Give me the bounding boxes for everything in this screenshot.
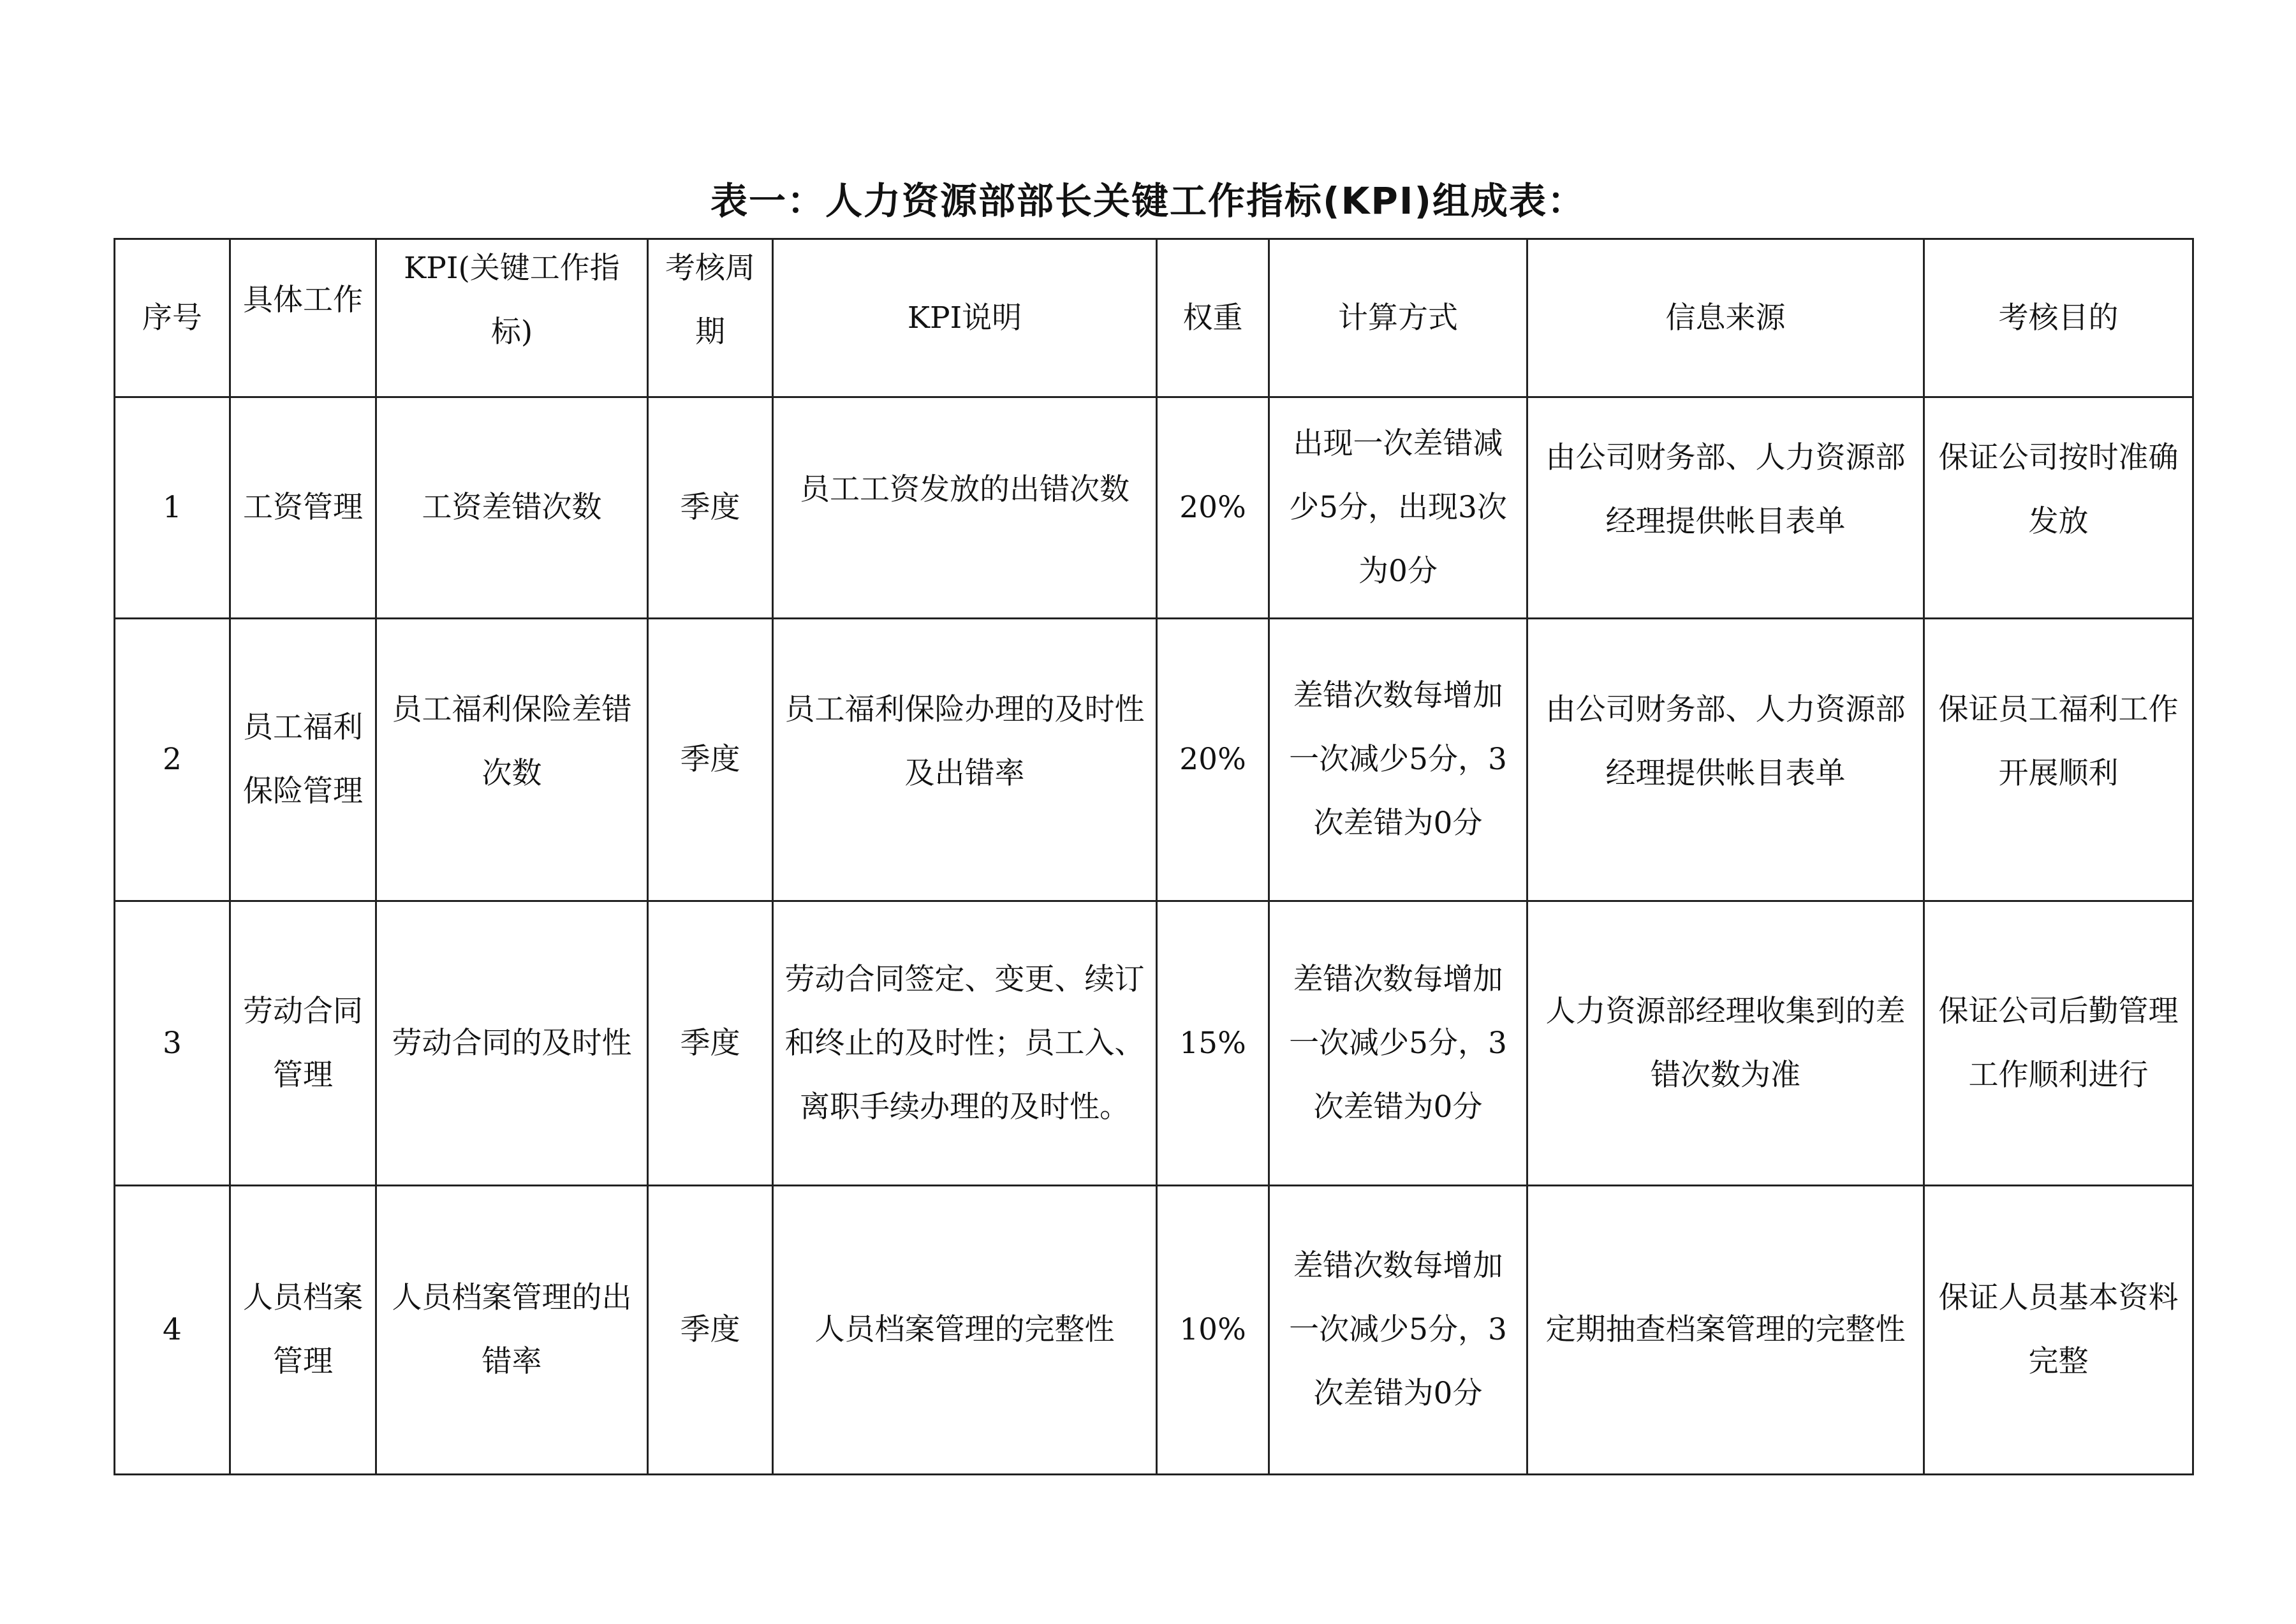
cell-desc: 人员档案管理的完整性 xyxy=(773,1186,1157,1475)
header-desc: KPI说明 xyxy=(773,239,1157,397)
cell-source: 由公司财务部、人力资源部经理提供帐目表单 xyxy=(1527,397,1924,619)
cell-weight: 20% xyxy=(1157,619,1269,901)
cell-no: 1 xyxy=(115,397,230,619)
cell-work: 工资管理 xyxy=(230,397,376,619)
header-period: 考核周期 xyxy=(648,239,773,397)
header-kpi: KPI(关键工作指标) xyxy=(376,239,648,397)
header-row xyxy=(115,239,2193,397)
cell-source: 定期抽查档案管理的完整性 xyxy=(1527,1186,1924,1475)
header-work: 具体工作 xyxy=(230,239,376,397)
cell-desc: 员工工资发放的出错次数 xyxy=(773,397,1157,619)
header-calc: 计算方式 xyxy=(1269,239,1527,397)
cell-no: 2 xyxy=(115,619,230,901)
cell-purpose: 保证员工福利工作开展顺利 xyxy=(1924,619,2193,901)
cell-period: 季度 xyxy=(648,619,773,901)
cell-calc: 出现一次差错减少5分，出现3次为0分 xyxy=(1269,397,1527,619)
cell-weight: 15% xyxy=(1157,901,1269,1186)
cell-calc: 差错次数每增加一次减少5分，3次差错为0分 xyxy=(1269,901,1527,1186)
cell-work: 劳动合同管理 xyxy=(230,901,376,1186)
cell-desc: 员工福利保险办理的及时性及出错率 xyxy=(773,619,1157,901)
cell-weight: 20% xyxy=(1157,397,1269,619)
header-source: 信息来源 xyxy=(1527,239,1924,397)
table-row xyxy=(115,901,2193,1186)
table-row xyxy=(115,619,2193,901)
cell-period: 季度 xyxy=(648,397,773,619)
header-weight: 权重 xyxy=(1157,239,1269,397)
header-no: 序号 xyxy=(115,239,230,397)
table-row xyxy=(115,1186,2193,1475)
cell-weight: 10% xyxy=(1157,1186,1269,1475)
cell-no: 3 xyxy=(115,901,230,1186)
cell-purpose: 保证公司后勤管理工作顺利进行 xyxy=(1924,901,2193,1186)
header-purpose: 考核目的 xyxy=(1924,239,2193,397)
cell-kpi: 劳动合同的及时性 xyxy=(376,901,648,1186)
cell-period: 季度 xyxy=(648,1186,773,1475)
cell-work: 人员档案管理 xyxy=(230,1186,376,1475)
cell-source: 人力资源部经理收集到的差错次数为准 xyxy=(1527,901,1924,1186)
cell-calc: 差错次数每增加一次减少5分，3次差错为0分 xyxy=(1269,1186,1527,1475)
document-title: 表一：人力资源部部长关键工作指标(KPI)组成表： xyxy=(710,179,1586,223)
cell-kpi: 人员档案管理的出错率 xyxy=(376,1186,648,1475)
cell-period: 季度 xyxy=(648,901,773,1186)
cell-purpose: 保证人员基本资料完整 xyxy=(1924,1186,2193,1475)
cell-desc: 劳动合同签定、变更、续订和终止的及时性；员工入、离职手续办理的及时性。 xyxy=(773,901,1157,1186)
kpi-table xyxy=(114,238,2194,1475)
cell-no: 4 xyxy=(115,1186,230,1475)
cell-purpose: 保证公司按时准确发放 xyxy=(1924,397,2193,619)
cell-kpi: 工资差错次数 xyxy=(376,397,648,619)
cell-source: 由公司财务部、人力资源部经理提供帐目表单 xyxy=(1527,619,1924,901)
table-row xyxy=(115,397,2193,619)
cell-kpi: 员工福利保险差错次数 xyxy=(376,619,648,901)
cell-work: 员工福利保险管理 xyxy=(230,619,376,901)
cell-calc: 差错次数每增加一次减少5分，3次差错为0分 xyxy=(1269,619,1527,901)
